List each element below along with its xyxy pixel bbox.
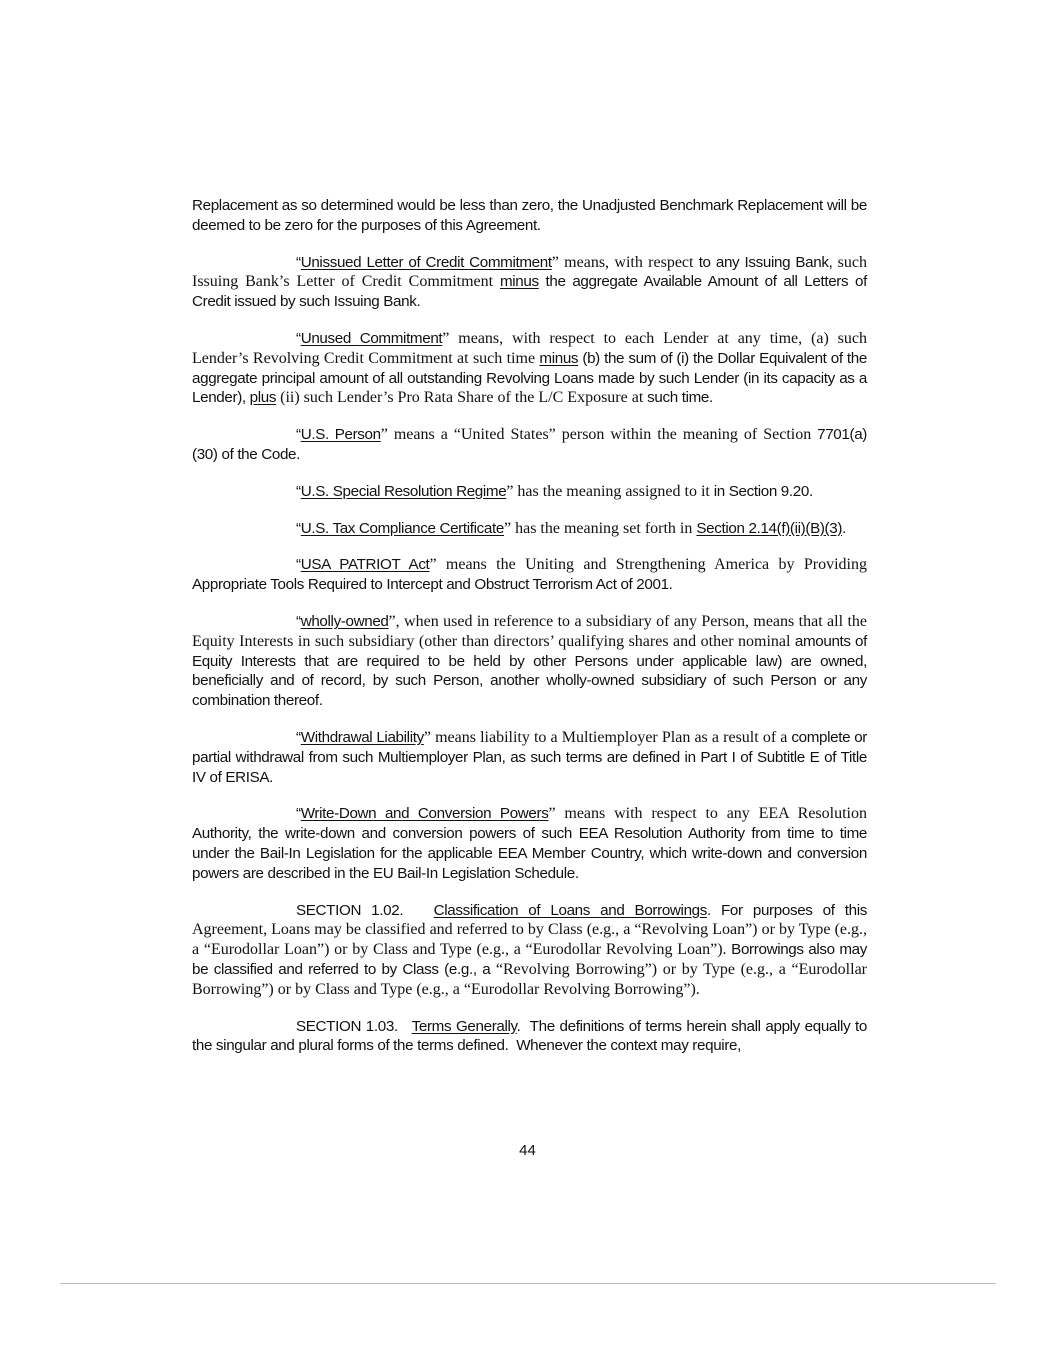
text-run: . The definitions of terms herein shall apply equally to the singular and plural forms of the terms defined. Whenever the context may require, [192, 1017, 867, 1055]
paragraph-p11 [192, 1017, 867, 1057]
paragraph-p6 [192, 555, 867, 595]
defined-term: Terms Generally [411, 1017, 517, 1035]
text-run: “ [296, 612, 301, 630]
defined-term: plus [249, 389, 277, 407]
text-run: ” means with respect to any EEA Resolution [548, 805, 867, 823]
text-run: Agreement, Loans may be classified and referred to by Class (e.g., a “Revolving Loan”) or by Type (e.g., a “Eurodollar Loan”) or by Class and Type (e.g., a “Eurodollar Revolving Loan”). [192, 921, 867, 959]
paragraph-p3 [192, 425, 867, 465]
defined-term: Withdrawal Liability [300, 728, 424, 746]
text-run: “ [296, 805, 301, 823]
defined-term: U.S. Tax Compliance Certificate [300, 519, 504, 537]
text-run: SECTION 1.03. [296, 1017, 412, 1035]
paragraph-p10 [192, 901, 867, 1000]
defined-term: Unissued Letter of Credit Commitment [300, 253, 552, 271]
text-run: amounts of Equity Interests that are required to be held by other Persons under applicable law) are owned, beneficially and of record, by such Person, another wholly-owned subsidiary of such Person or any combination thereof. [192, 632, 867, 710]
paragraph-p2 [192, 329, 867, 408]
paragraph-p8 [192, 728, 867, 787]
text-run: ” means, with respect [551, 253, 694, 271]
text-run: complete or partial withdrawal from such Multiemployer Plan, as such terms are defined in Part I of Subtitle E of Title IV of ERISA. [192, 728, 868, 786]
paragraph-p0 [192, 196, 867, 236]
text-run: ”, when used in reference to a subsidiary of any Person, means that all the Equity Interests in such subsidiary (other than directors’ qualifying shares and other nominal [192, 612, 867, 650]
text-run: “ [296, 728, 301, 746]
text-run: ” means, with respect to each Lender at any time, (a) such Lender’s Revolving Credit Commitment at such time [192, 329, 867, 367]
text-run: ” has the meaning set forth in [503, 519, 697, 537]
footer-divider [60, 1283, 996, 1284]
text-run: (ii) such Lender’s Pro Rata Share of the L/C Exposure at [276, 389, 644, 407]
paragraph-p7 [192, 612, 867, 711]
defined-term: wholly-owned [300, 612, 389, 630]
text-run: “Revolving Borrowing”) or by Type (e.g., a “Eurodollar Borrowing”) or by Class and Type (e.g., a “Eurodollar Revolving Borrowing”). [192, 960, 868, 998]
defined-term: U.S. Person [300, 426, 381, 444]
text-run: “ [296, 556, 301, 574]
text-run: ” means a “United States” person within the meaning of Section [380, 426, 812, 444]
page-body [192, 196, 867, 1073]
text-run: in Section 9.20. [709, 482, 813, 500]
text-run: Replacement as so determined would be less than zero, the Unadjusted Benchmark Replacement will be deemed to be zero for the purposes of this Agreement. [192, 197, 867, 234]
text-run: Borrowings also may be classified and referred to by Class (e.g., a [192, 941, 867, 978]
paragraph-p5 [192, 519, 867, 539]
defined-term: Unused Commitment [300, 329, 443, 347]
defined-term: USA PATRIOT Act [300, 556, 430, 574]
text-run: . [842, 519, 846, 537]
paragraph-p9 [192, 804, 867, 883]
defined-term: Write-Down and Conversion Powers [300, 805, 549, 823]
text-run: 7701(a)(30) of the Code. [192, 426, 867, 463]
page-number: 44 [519, 1142, 536, 1159]
text-run: “ [296, 519, 301, 537]
text-run: the aggregate Available Amount of all Letters of Credit issued by such Issuing Bank. [192, 273, 867, 311]
text-run: ” means liability to a Multiemployer Plan as a result of a [423, 728, 788, 746]
text-run: SECTION 1.02. [296, 901, 434, 919]
text-run: (b) the sum of (i) the Dollar Equivalent of the aggregate principal amount of all outstanding Revolving Loans made by such Lender (in its capacity as a Lender), [192, 349, 867, 407]
defined-term: Section 2.14(f)(ii)(B)(3) [696, 519, 843, 537]
text-run: “ [296, 329, 301, 347]
text-run: . For purposes of this [707, 901, 867, 919]
defined-term: Classification of Loans and Borrowings [433, 901, 708, 919]
text-run: to any Issuing Bank, [693, 253, 838, 271]
text-run: “ [296, 426, 301, 444]
text-run: ” means the Uniting and Strengthening America by Providing [429, 556, 868, 574]
text-run: such time. [643, 389, 713, 407]
text-run: such Issuing Bank’s Letter of Credit Commitment [192, 253, 867, 291]
text-run: “ [296, 482, 301, 500]
text-run: Authority, the write-down and conversion powers of such EEA Resolution Authority from time to time under the Bail-In Legislation for the applicable EEA Member Country, which write-down and conversion powers are described in the EU Bail-In Legislation Schedule. [192, 825, 867, 882]
text-run: “ [296, 253, 301, 271]
defined-term: U.S. Special Resolution Regime [300, 482, 507, 500]
paragraph-p4 [192, 482, 867, 502]
defined-term: minus [539, 349, 579, 367]
text-run: ” has the meaning assigned to it [506, 482, 710, 500]
defined-term: minus [499, 273, 539, 291]
paragraph-p1 [192, 253, 867, 312]
text-run: Appropriate Tools Required to Intercept and Obstruct Terrorism Act of 2001. [192, 576, 673, 594]
